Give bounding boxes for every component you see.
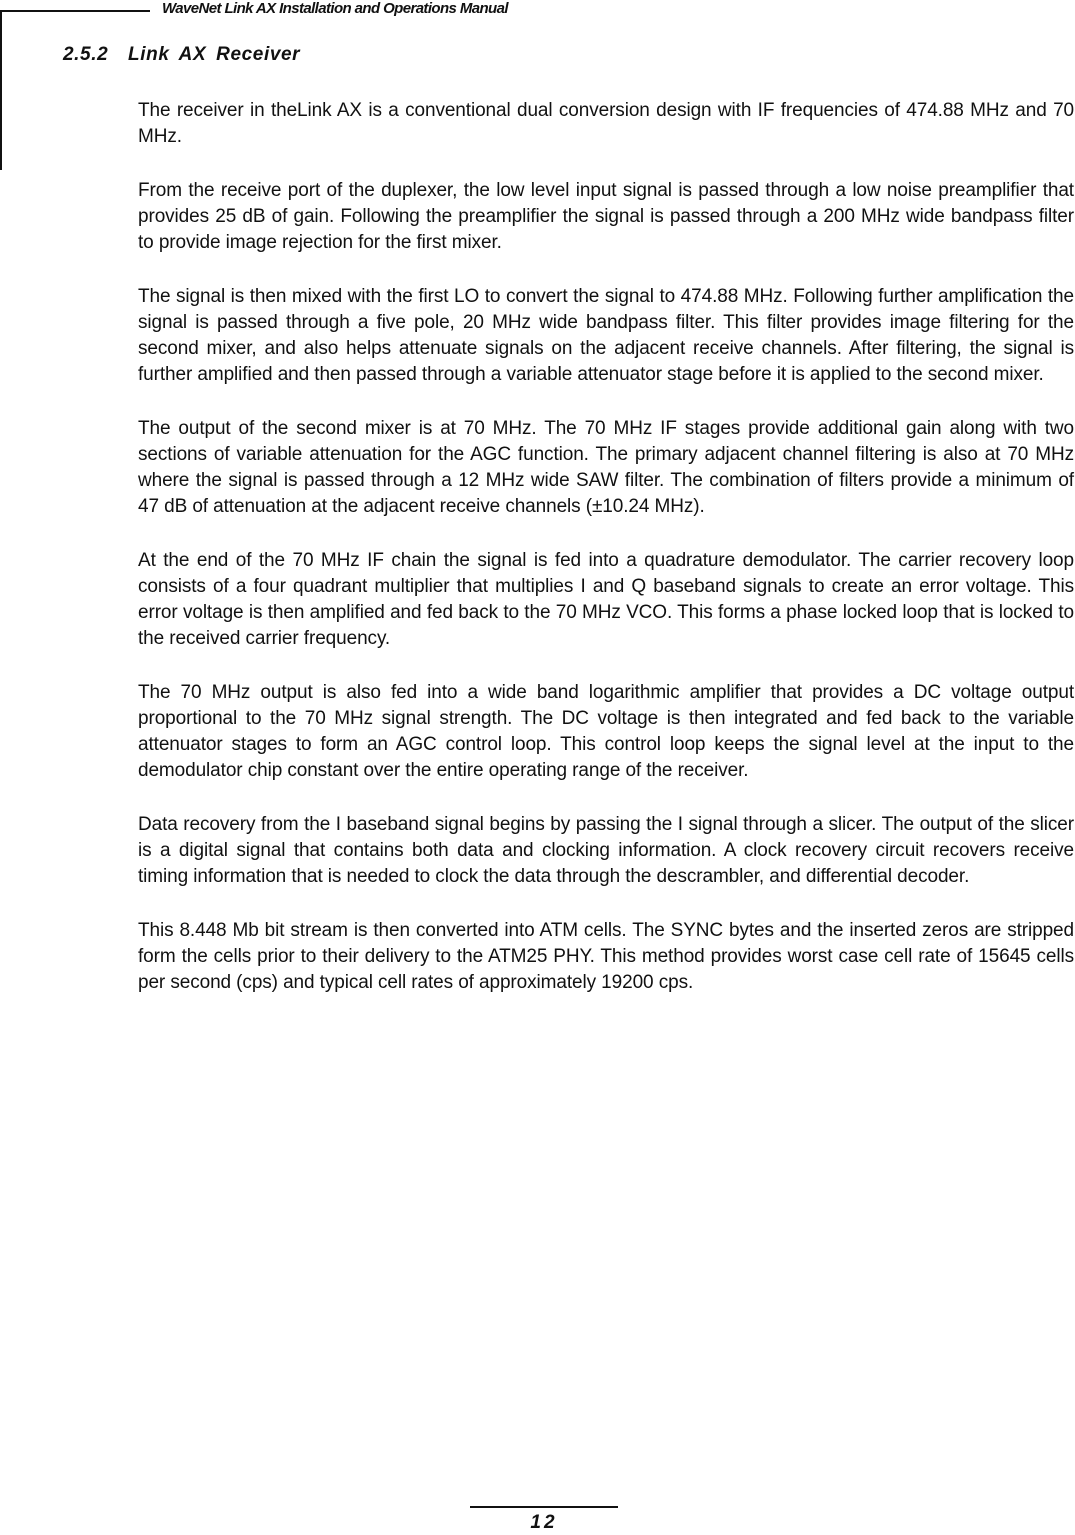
header-corner-rule-horizontal xyxy=(0,10,150,12)
section-heading xyxy=(63,44,300,66)
paragraph-data-recovery: Data recovery from the I baseband signal begins by passing the I signal through a slicer. The output of the slicer is a digital signal that contains both data and clocking information. A clock recovery circuit recovers receive timing information that is needed to clock the data through the descrambler, and differential decoder. xyxy=(138,814,1074,887)
section-title: Link AX Receiver xyxy=(128,44,301,65)
paragraph-first-mixer: The signal is then mixed with the first LO to convert the signal to 474.88 MHz. Following further amplification the signal is passed through a five pole, 20 MHz wide bandpass filter. This filter provides image filtering for the second mixer, and also helps attenuate signals on the adjacent receive channels. After filtering, the signal is further amplified and then passed through a variable attenuator stage before it is applied to the second mixer. xyxy=(138,286,1074,385)
paragraph-atm-cells: This 8.448 Mb bit stream is then converted into ATM cells. The SYNC bytes and the inserted zeros are stripped form the cells prior to their delivery to the ATM25 PHY. This method provides worst case cell rate of 15645 cells per second (cps) and typical cell rates of approximately 19200 cps. xyxy=(138,920,1074,993)
paragraph-preamplifier: From the receive port of the duplexer, the low level input signal is passed through a low noise preamplifier that provides 25 dB of gain. Following the preamplifier the signal is passed through a 200 MHz wide bandpass filter to provide image rejection for the first mixer. xyxy=(138,180,1074,253)
paragraph-second-mixer: The output of the second mixer is at 70 MHz. The 70 MHz IF stages provide additional gain along with two sections of variable attenuation for the AGC function. The primary adjacent channel filtering is also at 70 MHz where the signal is passed through a 12 MHz wide SAW filter. The combination of filters provide a minimum of 47 dB of attenuation at the adjacent receive channels (±10.24 MHz). xyxy=(138,418,1074,517)
section-number: 2.5.2 xyxy=(63,44,109,65)
paragraph-demodulator: At the end of the 70 MHz IF chain the signal is fed into a quadrature demodulator. The carrier recovery loop consists of a four quadrant multiplier that multiplies I and Q baseband signals to create an error voltage. This error voltage is then amplified and fed back to the 70 MHz VCO. This forms a phase locked loop that is locked to the received carrier frequency. xyxy=(138,550,1074,649)
footer-rule xyxy=(470,1506,618,1508)
paragraph-receiver-overview: The receiver in theLink AX is a conventional dual conversion design with IF frequencies of 474.88 MHz and 70 MHz. xyxy=(138,100,1074,147)
body-text xyxy=(138,98,1074,1024)
page-number: 12 xyxy=(530,1512,558,1533)
header-corner-rule-vertical xyxy=(0,10,2,170)
paragraph-agc-loop: The 70 MHz output is also fed into a wide band logarithmic amplifier that provides a DC voltage output proportional to the 70 MHz signal strength. The DC voltage is then integrated and fed back to the variable attenuator stages to form an AGC control loop. This control loop keeps the signal level at the input to the demodulator chip constant over the entire operating range of the receiver. xyxy=(138,682,1074,781)
running-header-title: WaveNet Link AX Installation and Operations Manual xyxy=(162,0,508,17)
